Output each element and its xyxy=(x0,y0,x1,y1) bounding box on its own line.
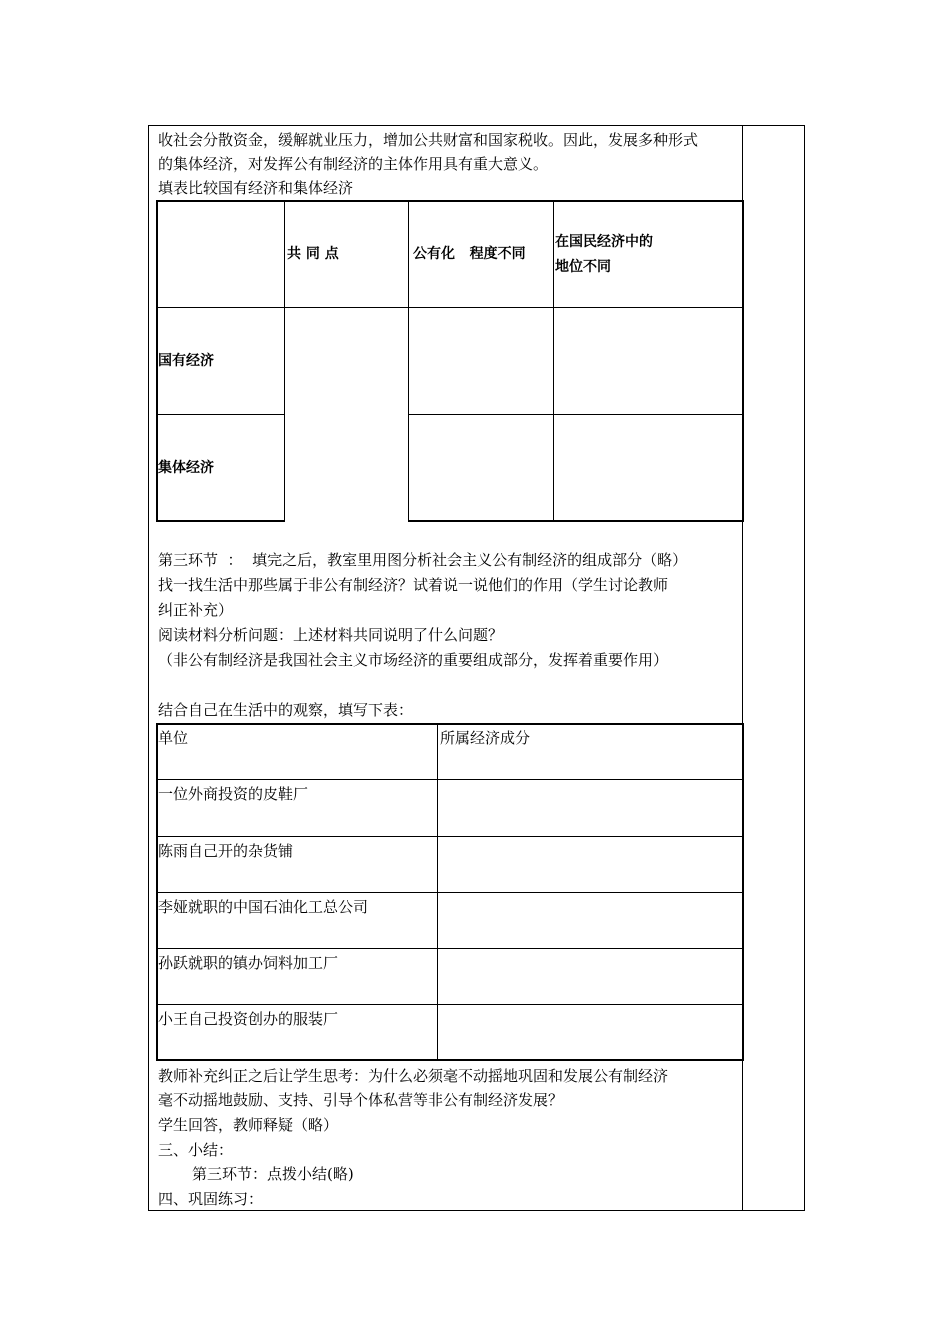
ending-line-5: 第三环节：点拨小结(略) xyxy=(192,1165,354,1183)
ending-line-1: 教师补充纠正之后让学生思考：为什么必须毫不动摇地巩固和发展公有制经济 xyxy=(158,1067,669,1085)
middle-line-2: 找一找生活中那些属于非公有制经济？试着说一说他们的作用（学生讨论教师 xyxy=(158,576,669,594)
unit-row-4: 孙跃就职的镇办饲料加工厂 xyxy=(158,954,339,972)
compare-table-header-line xyxy=(156,307,743,308)
compare-table-right-border xyxy=(742,200,744,522)
unit-row-1: 一位外商投资的皮鞋厂 xyxy=(158,785,309,803)
middle-line-1: 第三环节 ： 填完之后，教室里用图分析社会主义公有制经济的组成部分（略） xyxy=(158,551,688,569)
middle-line-5: （非公有制经济是我国社会主义市场经济的重要组成部分，发挥着重要作用） xyxy=(158,651,669,669)
unit-table-top-border xyxy=(156,723,744,725)
unit-table-line-2 xyxy=(156,836,743,837)
compare-table-col-line-1 xyxy=(284,200,285,522)
compare-table-col-line-3 xyxy=(553,200,554,522)
compare-table-bottom-border-right xyxy=(408,520,744,522)
compare-table-row-line-right xyxy=(408,414,743,415)
compare-table-col-line-2 xyxy=(408,200,409,522)
unit-table-right-border xyxy=(742,723,744,1061)
unit-table-line-1 xyxy=(156,779,743,780)
middle-line-6: 结合自己在生活中的观察，填写下表： xyxy=(158,701,414,719)
middle-line-4: 阅读材料分析问题：上述材料共同说明了什么问题？ xyxy=(158,626,504,644)
ending-line-6: 四、巩固练习： xyxy=(158,1190,264,1208)
compare-row-collective: 集体经济 xyxy=(158,460,214,476)
unit-table-line-5 xyxy=(156,1004,743,1005)
ending-line-2: 毫不动摇地鼓励、支持、引导个体私营等非公有制经济发展？ xyxy=(158,1091,564,1109)
unit-header-unit: 单位 xyxy=(158,729,189,747)
intro-line-2: 的集体经济，对发挥公有制经济的主体作用具有重大意义。 xyxy=(158,155,549,173)
compare-header-status-2: 地位不同 xyxy=(555,259,611,275)
intro-line-1: 收社会分散资金，缓解就业压力，增加公共财富和国家税收。因此，发展多种形式 xyxy=(158,131,699,149)
compare-table-bottom-border-left xyxy=(156,520,284,522)
compare-table-top-border xyxy=(156,200,744,202)
unit-row-2: 陈雨自己开的杂货铺 xyxy=(158,842,294,860)
unit-row-5: 小王自己投资创办的服装厂 xyxy=(158,1010,339,1028)
compare-header-degree: 公有化 程度不同 xyxy=(413,246,526,262)
compare-header-common: 共 同 点 xyxy=(287,246,339,262)
unit-table-bottom-border xyxy=(156,1059,744,1061)
compare-header-status-1: 在国民经济中的 xyxy=(555,234,653,250)
ending-line-4: 三、小结： xyxy=(158,1141,234,1159)
unit-table-line-4 xyxy=(156,948,743,949)
intro-line-3: 填表比较国有经济和集体经济 xyxy=(158,179,354,197)
unit-table-line-3 xyxy=(156,892,743,893)
ending-line-3: 学生回答，教师释疑（略） xyxy=(158,1116,339,1134)
unit-header-sector: 所属经济成分 xyxy=(440,729,531,747)
compare-table-row-line-left xyxy=(156,414,284,415)
compare-row-state: 国有经济 xyxy=(158,353,214,369)
unit-row-3: 李娅就职的中国石油化工总公司 xyxy=(158,898,369,916)
unit-table-col-line xyxy=(437,723,438,1061)
middle-line-3: 纠正补充） xyxy=(158,601,234,619)
